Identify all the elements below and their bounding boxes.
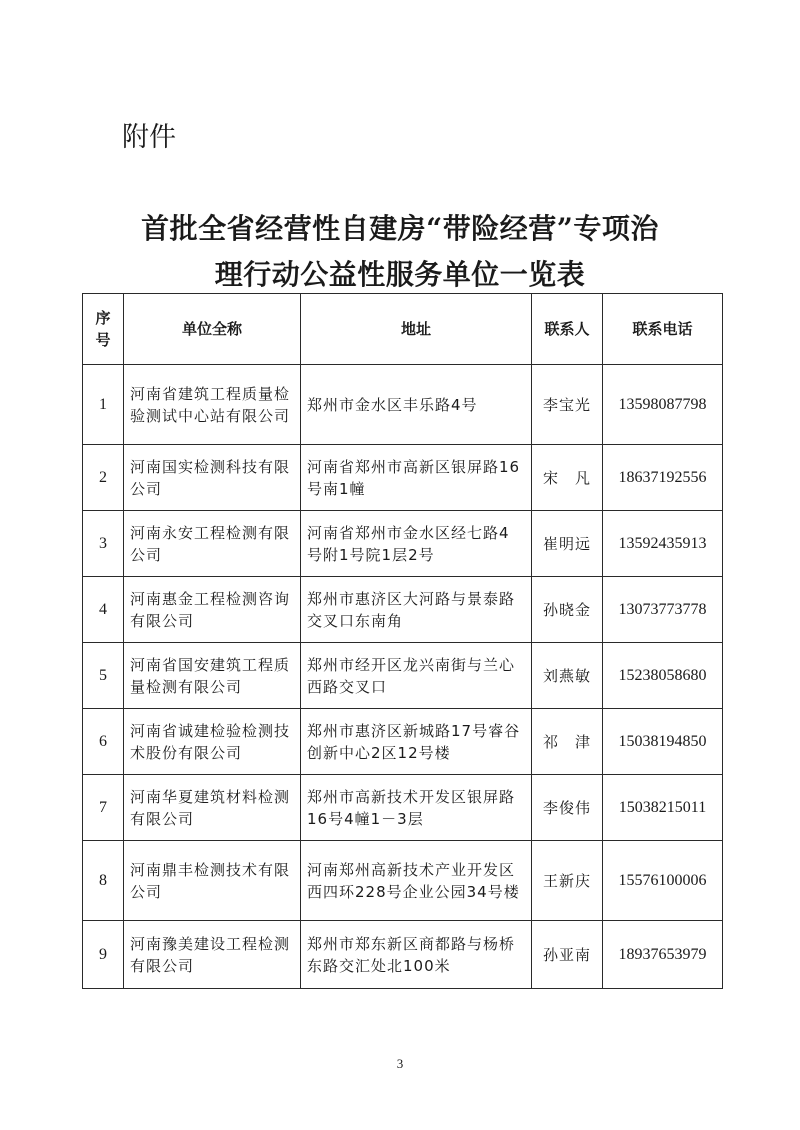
row-no: 8	[83, 841, 124, 921]
row-contact: 李俊伟	[532, 775, 603, 841]
row-phone: 15038194850	[603, 709, 723, 775]
table-row	[83, 921, 723, 989]
row-unit: 河南永安工程检测有限公司	[124, 511, 301, 577]
table-row	[83, 775, 723, 841]
row-unit: 河南华夏建筑材料检测有限公司	[124, 775, 301, 841]
row-phone: 15238058680	[603, 643, 723, 709]
attachment-label: 附件	[122, 122, 176, 153]
row-unit: 河南惠金工程检测咨询有限公司	[124, 577, 301, 643]
row-phone: 18637192556	[603, 445, 723, 511]
row-phone: 15576100006	[603, 841, 723, 921]
table-row	[83, 709, 723, 775]
page-number: 3	[396, 1056, 404, 1071]
row-contact: 宋 凡	[532, 445, 603, 511]
table-row	[83, 511, 723, 577]
row-unit: 河南省建筑工程质量检验测试中心站有限公司	[124, 365, 301, 445]
row-address: 河南省郑州市高新区银屏路16号南1幢	[301, 445, 532, 511]
table-header-row	[83, 294, 723, 365]
header-address: 地址	[301, 294, 532, 365]
row-address: 河南省郑州市金水区经七路4号附1号院1层2号	[301, 511, 532, 577]
row-contact: 孙亚南	[532, 921, 603, 989]
row-unit: 河南鼎丰检测技术有限公司	[124, 841, 301, 921]
row-no: 4	[83, 577, 124, 643]
row-address: 河南郑州高新技术产业开发区西四环228号企业公园34号楼	[301, 841, 532, 921]
row-contact: 李宝光	[532, 365, 603, 445]
row-unit: 河南省国安建筑工程质量检测有限公司	[124, 643, 301, 709]
row-phone: 15038215011	[603, 775, 723, 841]
document-title-line2: 理行动公益性服务单位一览表	[214, 258, 586, 291]
service-unit-table	[82, 293, 723, 989]
row-phone: 13592435913	[603, 511, 723, 577]
header-contact: 联系人	[532, 294, 603, 365]
document-title-line1: 首批全省经营性自建房“带险经营”专项治	[141, 212, 659, 245]
row-address: 郑州市惠济区新城路17号睿谷创新中心2区12号楼	[301, 709, 532, 775]
row-address: 郑州市金水区丰乐路4号	[301, 365, 532, 445]
row-unit: 河南国实检测科技有限公司	[124, 445, 301, 511]
row-phone: 13598087798	[603, 365, 723, 445]
table-row	[83, 643, 723, 709]
row-address: 郑州市郑东新区商都路与杨桥东路交汇处北100米	[301, 921, 532, 989]
header-unit: 单位全称	[124, 294, 301, 365]
row-contact: 孙晓金	[532, 577, 603, 643]
row-contact: 崔明远	[532, 511, 603, 577]
row-no: 5	[83, 643, 124, 709]
row-address: 郑州市高新技术开发区银屏路16号4幢1－3层	[301, 775, 532, 841]
row-no: 7	[83, 775, 124, 841]
row-address: 郑州市经开区龙兴南街与兰心西路交叉口	[301, 643, 532, 709]
row-contact: 祁 津	[532, 709, 603, 775]
row-unit: 河南豫美建设工程检测有限公司	[124, 921, 301, 989]
table-row	[83, 577, 723, 643]
row-contact: 王新庆	[532, 841, 603, 921]
row-no: 3	[83, 511, 124, 577]
row-unit: 河南省诚建检验检测技术股份有限公司	[124, 709, 301, 775]
row-no: 9	[83, 921, 124, 989]
row-no: 6	[83, 709, 124, 775]
table-row	[83, 365, 723, 445]
row-phone: 18937653979	[603, 921, 723, 989]
row-no: 2	[83, 445, 124, 511]
header-no: 序号	[83, 294, 124, 365]
row-phone: 13073773778	[603, 577, 723, 643]
row-address: 郑州市惠济区大河路与景泰路交叉口东南角	[301, 577, 532, 643]
table-row	[83, 841, 723, 921]
header-phone: 联系电话	[603, 294, 723, 365]
row-no: 1	[83, 365, 124, 445]
table-row	[83, 445, 723, 511]
row-contact: 刘燕敏	[532, 643, 603, 709]
